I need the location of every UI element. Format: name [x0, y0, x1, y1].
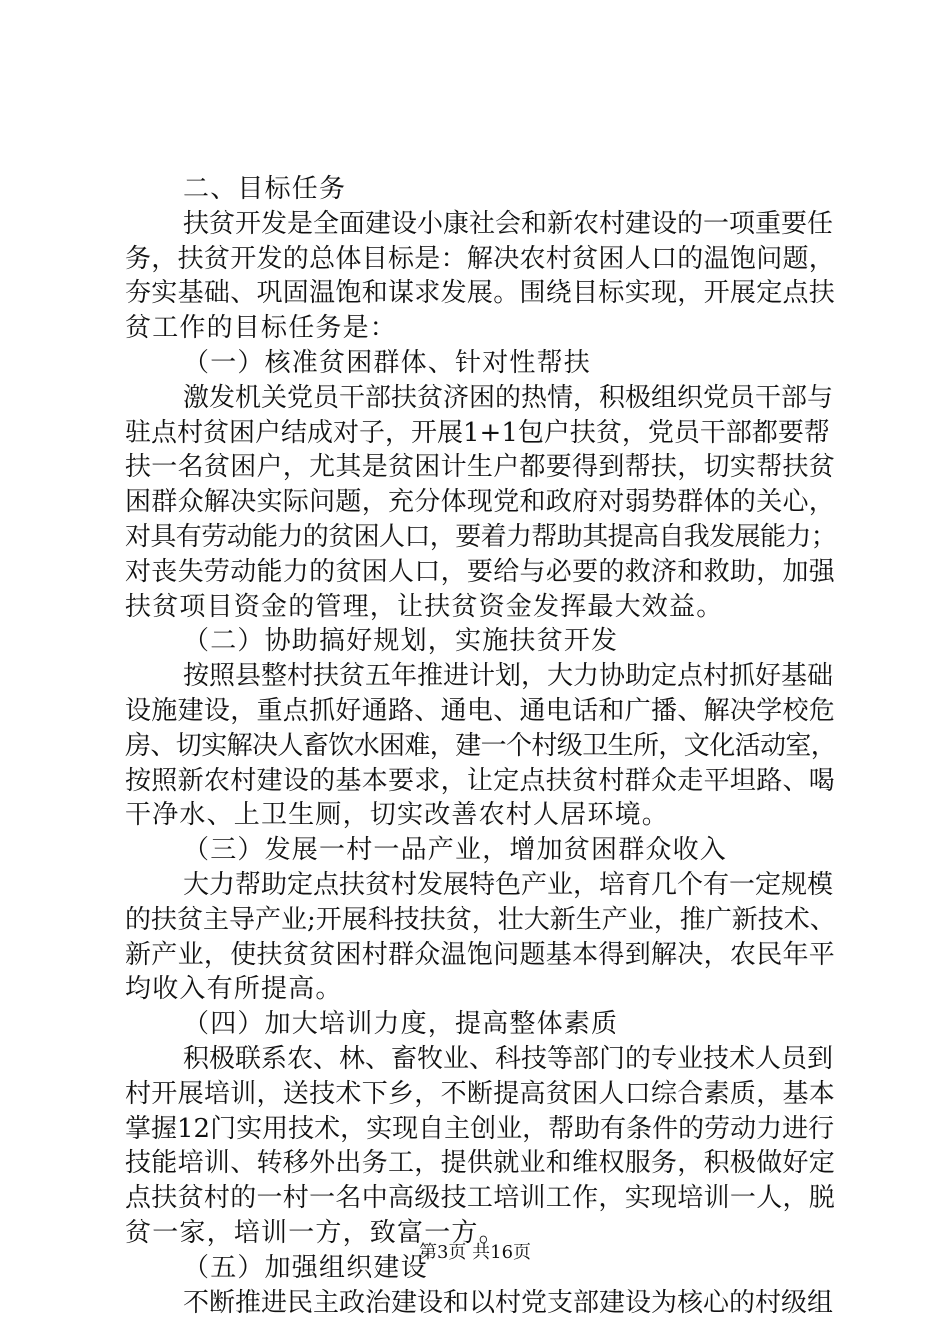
- text-line: 驻点村贫困户结成对子，开展1+1包户扶贫，党员干部都要帮: [125, 417, 830, 448]
- text-line: 点扶贫村的一村一名中高级技工培训工作，实现培训一人，脱: [125, 1183, 836, 1214]
- text-line: 对丧失劳动能力的贫困人口，要给与必要的救济和救助，加强: [125, 556, 836, 587]
- text-line: 技能培训、转移外出务工，提供就业和维权服务，积极做好定: [125, 1148, 836, 1179]
- text-line: 掌握12门实用技术，实现自主创业，帮助有条件的劳动力进行: [125, 1113, 835, 1144]
- text-line: 夯实基础、巩固温饱和谋求发展。围绕目标实现，开展定点扶: [125, 278, 836, 309]
- document-body: [125, 172, 837, 1320]
- text-line: （四）加大培训力度，提高整体素质: [183, 1009, 619, 1040]
- text-line: 务，扶贫开发的总体目标是：解决农村贫困人口的温饱问题，: [125, 243, 836, 274]
- text-line: 按照县整村扶贫五年推进计划，大力协助定点村抓好基础: [183, 661, 834, 692]
- text-line: 村开展培训，送技术下乡，不断提高贫困人口综合素质，基本: [125, 1078, 836, 1109]
- text-line: 干净水、上卫生厕，切实改善农村人居环境。: [125, 800, 670, 831]
- text-line: 积极联系农、林、畜牧业、科技等部门的专业技术人员到: [183, 1043, 834, 1074]
- text-line: 均收入有所提高。: [125, 974, 343, 1005]
- text-line: （一）核准贫困群体、针对性帮扶: [183, 347, 592, 378]
- text-line: 贫工作的目标任务是：: [125, 313, 398, 344]
- text-line: 对具有劳动能力的贫困人口，要着力帮助其提高自我发展能力；: [125, 521, 837, 552]
- page-footer: 第3页 共16页: [418, 1242, 532, 1263]
- text-line: （二）协助搞好规划，实施扶贫开发: [183, 626, 619, 657]
- text-line: 激发机关党员干部扶贫济困的热情，积极组织党员干部与: [183, 382, 834, 413]
- text-line: （三）发展一村一品产业，增加贫困群众收入: [183, 835, 728, 866]
- text-line: 扶贫开发是全面建设小康社会和新农村建设的一项重要任: [183, 208, 834, 239]
- text-line: 不断推进民主政治建设和以村党支部建设为核心的村级组: [183, 1287, 834, 1318]
- text-line: 按照新农村建设的基本要求，让定点扶贫村群众走平坦路、喝: [125, 765, 836, 796]
- text-line: 二、目标任务: [183, 174, 347, 204]
- text-line: 新产业，使扶贫贫困村群众温饱问题基本得到解决，农民年平: [125, 939, 836, 970]
- text-line: 扶一名贫困户，尤其是贫困计生户都要得到帮扶，切实帮扶贫: [125, 452, 836, 483]
- text-line: 房、切实解决人畜饮水困难，建一个村级卫生所，文化活动室，: [125, 730, 837, 761]
- text-line: 贫一家，培训一方，致富一方。: [125, 1217, 506, 1248]
- text-line: 的扶贫主导产业;开展科技扶贫，壮大新生产业，推广新技术、: [125, 904, 836, 935]
- text-line: （五）加强组织建设: [183, 1252, 428, 1283]
- text-line: 困群众解决实际问题，充分体现党和政府对弱势群体的关心，: [125, 487, 836, 518]
- text-line: 设施建设，重点抓好通路、通电、通电话和广播、解决学校危: [125, 695, 836, 726]
- text-line: 扶贫项目资金的管理，让扶贫资金发挥最大效益。: [125, 591, 724, 622]
- text-line: 大力帮助定点扶贫村发展特色产业，培育几个有一定规模: [183, 869, 834, 900]
